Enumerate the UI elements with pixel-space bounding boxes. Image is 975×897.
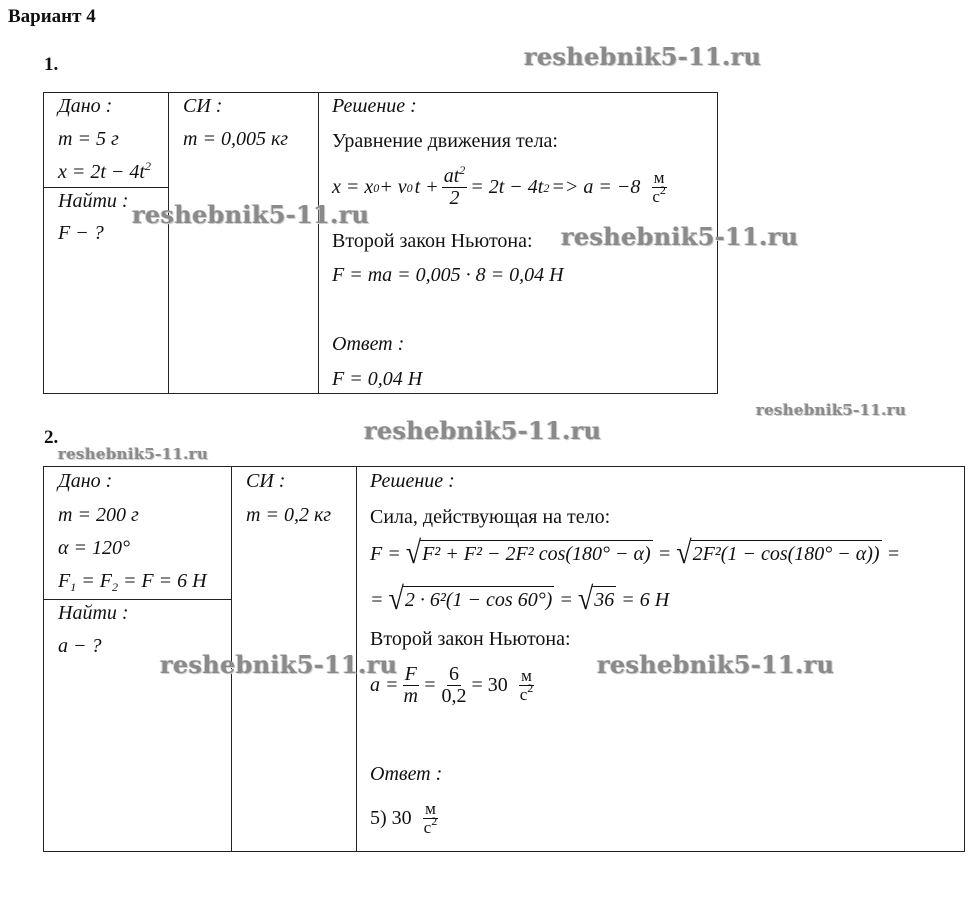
given-label: Дано [58,95,101,117]
answer-value: 5) 30 $\frac{м}{с^2}$ [370,799,438,837]
table-divider [43,187,168,188]
force-text: Сила, действующая на тело: [370,506,611,528]
given-motion-law: $x = 2t - 4t^2$ [58,159,151,183]
table-divider [168,92,169,394]
watermark: reshebnik5-11.ru [364,416,602,445]
motion-equation-text: Уравнение движения тела: [332,130,558,152]
watermark: reshebnik5-11.ru [524,42,762,71]
fraction: $\frac{6}{0,2}$ [441,663,467,707]
problem-2-number: 2. [44,427,59,448]
answer-label: Ответ [370,763,431,785]
answer-value: F = 0,04 Н [332,368,423,390]
given-mass: m = 200 г [58,504,139,526]
find-value: F − ? [58,222,104,244]
si-mass: m = 0,005 кг [183,128,289,150]
resultant-force-equation: F = √ F² + F² − 2F² cos(180° − α) = √ 2F²(1 − cos(180° − α)) = [370,535,901,572]
resultant-force-equation-cont: = √ 2 · 6²(1 − cos 60°) = √ 36 = 6 Н [370,581,670,618]
unit-fraction: $\frac{м}{с^2}$ [652,168,666,206]
unit-fraction: $\frac{м}{с^2}$ [519,666,534,704]
given-label: Дано [58,470,101,492]
newton-law-text: Второй закон Ньютона: [332,230,533,252]
table-divider [318,92,319,394]
given-forces: $F_1 = F_2 = F = 6$ Н [58,570,207,594]
newton-law-text: Второй закон Ньютона: [370,628,571,650]
si-label: СИ [246,470,274,492]
given-mass: m = 5 г [58,128,119,150]
si-mass: m = 0,2 кг [246,504,332,526]
unit-fraction: $\frac{м}{с^2}$ [423,799,438,837]
answer-label: Ответ [332,333,393,355]
problem-1-number: 1. [44,54,59,75]
given-angle: α = 120° [58,537,130,559]
acceleration-equation: a = $\frac{F}{m}$ = $\frac{6}{0,2}$ = 30 $\frac{м}{с^2}$ [370,663,534,707]
page-title: Вариант 4 [8,6,96,27]
find-value: a − ? [58,635,102,657]
fraction: $\frac{F}{m}$ [403,663,418,707]
watermark: reshebnik5-11.ru [58,445,209,463]
solution-label: Решение [370,470,444,492]
watermark: reshebnik5-11.ru [597,650,835,679]
solution-label: Решение [332,95,406,117]
watermark: reshebnik5-11.ru [160,650,398,679]
motion-equation: x = x 0 + v 0 t + $\frac{at^2}{2}$ = 2t − 4t 2 => a = −8 $\frac{м}{с^2}$ [332,163,666,209]
fraction: $\frac{at^2}{2}$ [443,163,466,209]
watermark: reshebnik5-11.ru [756,401,907,419]
watermark: reshebnik5-11.ru [561,222,799,251]
watermark: reshebnik5-11.ru [132,200,370,229]
force-equation: F = ma = 0,005 · 8 = 0,04 Н [332,264,564,286]
find-label: Найти [58,190,117,212]
table-divider [43,599,231,600]
find-label: Найти [58,602,117,624]
si-label: СИ [183,95,211,117]
